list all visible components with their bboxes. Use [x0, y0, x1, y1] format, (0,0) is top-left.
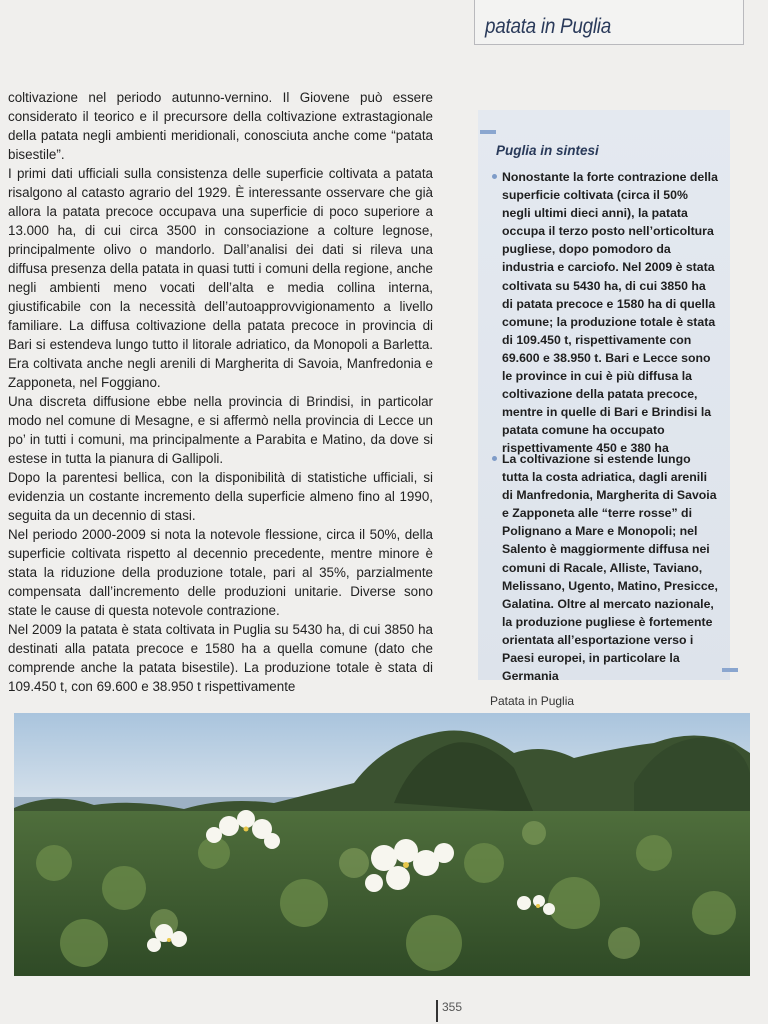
summary-title: Puglia in sintesi — [496, 143, 599, 158]
paragraph: I primi dati ufficiali sulla consistenza delle superficie coltivata a patata risalgono al catasto agrario del 1929. È interessante osservare che già allora la patata precoce occupava una superficie di poco superiore a 13.000 ha, di cui circa 3500 in consociazione a colture legnose, principalmente olivo o mandorlo. Dall’analisi dei dati si rileva una diffusa presenza della patata in quasi tutti i comuni della regione, anche negli ambienti meno vocati dell’alta e media collina interna, giustificabile con la necessità dell’autoapprovvigionamento a livello familiare. La diffusa coltivazione della patata precoce in provincia di Bari si estendeva lungo tutto il litorale adriatico, da Monopoli a Barletta. Era coltivata anche negli arenili di Margherita di Savoia, Manfredonia e Zapponeta, nel Foggiano. — [8, 166, 433, 390]
page-number: 355 — [436, 1000, 462, 1022]
photo-caption: Patata in Puglia — [490, 694, 575, 708]
bullet-icon — [492, 456, 497, 461]
page-section-title: patata in Puglia — [485, 15, 611, 38]
summary-item — [492, 450, 720, 685]
summary-box — [478, 110, 730, 684]
paragraph: coltivazione nel periodo autunno-vernino. Il Giovene può essere considerato il teorico e il precursore della coltivazione extrastagionale della patata negli ambienti meridionali, conosciuta anche come “patata bisestile”. — [8, 90, 433, 162]
paragraph: Una discreta diffusione ebbe nella provincia di Brindisi, in particolar modo nel comune di Mesagne, e si affermò nella provincia di Lecce un po’ in tutti i comuni, ma principalmente a Parabita e Matino, da dove si estese in tutta la pianura di Gallipoli. — [8, 394, 433, 466]
paragraph: Nel 2009 la patata è stata coltivata in Puglia su 5430 ha, di cui 3850 ha destinati alla patata precoce e 1580 ha a quella comune (dato che comprende anche la patata bisestile). La produzione totale è stata di 109.450 t, con 69.600 e 38.950 t rispettivamente — [8, 622, 433, 694]
bullet-icon — [492, 174, 497, 179]
box-tab-marker — [722, 668, 738, 672]
summary-item-text: La coltivazione si estende lungo tutta la costa adriatica, dagli arenili di Manfredonia, Margherita di Savoia e Zapponeta alle “terre rosse” di Polignano a Mare e Monopoli; nel Salento è maggiormente diffusa nei comuni di Racale, Alliste, Taviano, Melissano, Ugento, Matino, Presicce, Galatina. Oltre al mercato nazionale, la produzione pugliese è fortemente orientata all’esportazione verso i Paesi europei, in particolare la Germania — [502, 452, 718, 684]
summary-item-text: Nonostante la forte contrazione della superficie coltivata (circa il 50% negli ultimi dieci anni), la patata occupa il terzo posto nell’orticoltura pugliese, dopo pomodoro da industria e carciofo. Nel 2009 è stata coltivata su 5430 ha, di cui 3850 ha di patata precoce e 1580 ha di quella comune; la produzione totale è stata di 109.450 t, rispettivamente con 69.600 e 38.950 t. Bari e Lecce sono le province in cui è più diffusa la coltivazione della patata precoce, mentre in quelle di Bari e Brindisi la patata comune ha occupato rispettivamente 450 e 380 ha — [502, 170, 718, 456]
paragraph: Dopo la parentesi bellica, con la disponibilità di statistiche ufficiali, si evidenzia un costante incremento della superficie almeno fino al 1990, seguita da un decennio di stasi. — [8, 470, 433, 523]
box-tab-marker — [480, 130, 496, 134]
main-text — [8, 88, 433, 696]
potato-field-photo — [14, 713, 750, 976]
header-box — [474, 0, 744, 45]
paragraph: Nel periodo 2000-2009 si nota la notevole flessione, circa il 50%, della superficie coltivata rispetto al decennio precedente, mentre minore è stata la riduzione della produzione totale, pari al 35%, parzialmente compensata dall’incremento delle produzioni unitarie. Diverse sono state le cause di questa notevole contrazione. — [8, 527, 433, 618]
summary-item — [492, 168, 720, 458]
